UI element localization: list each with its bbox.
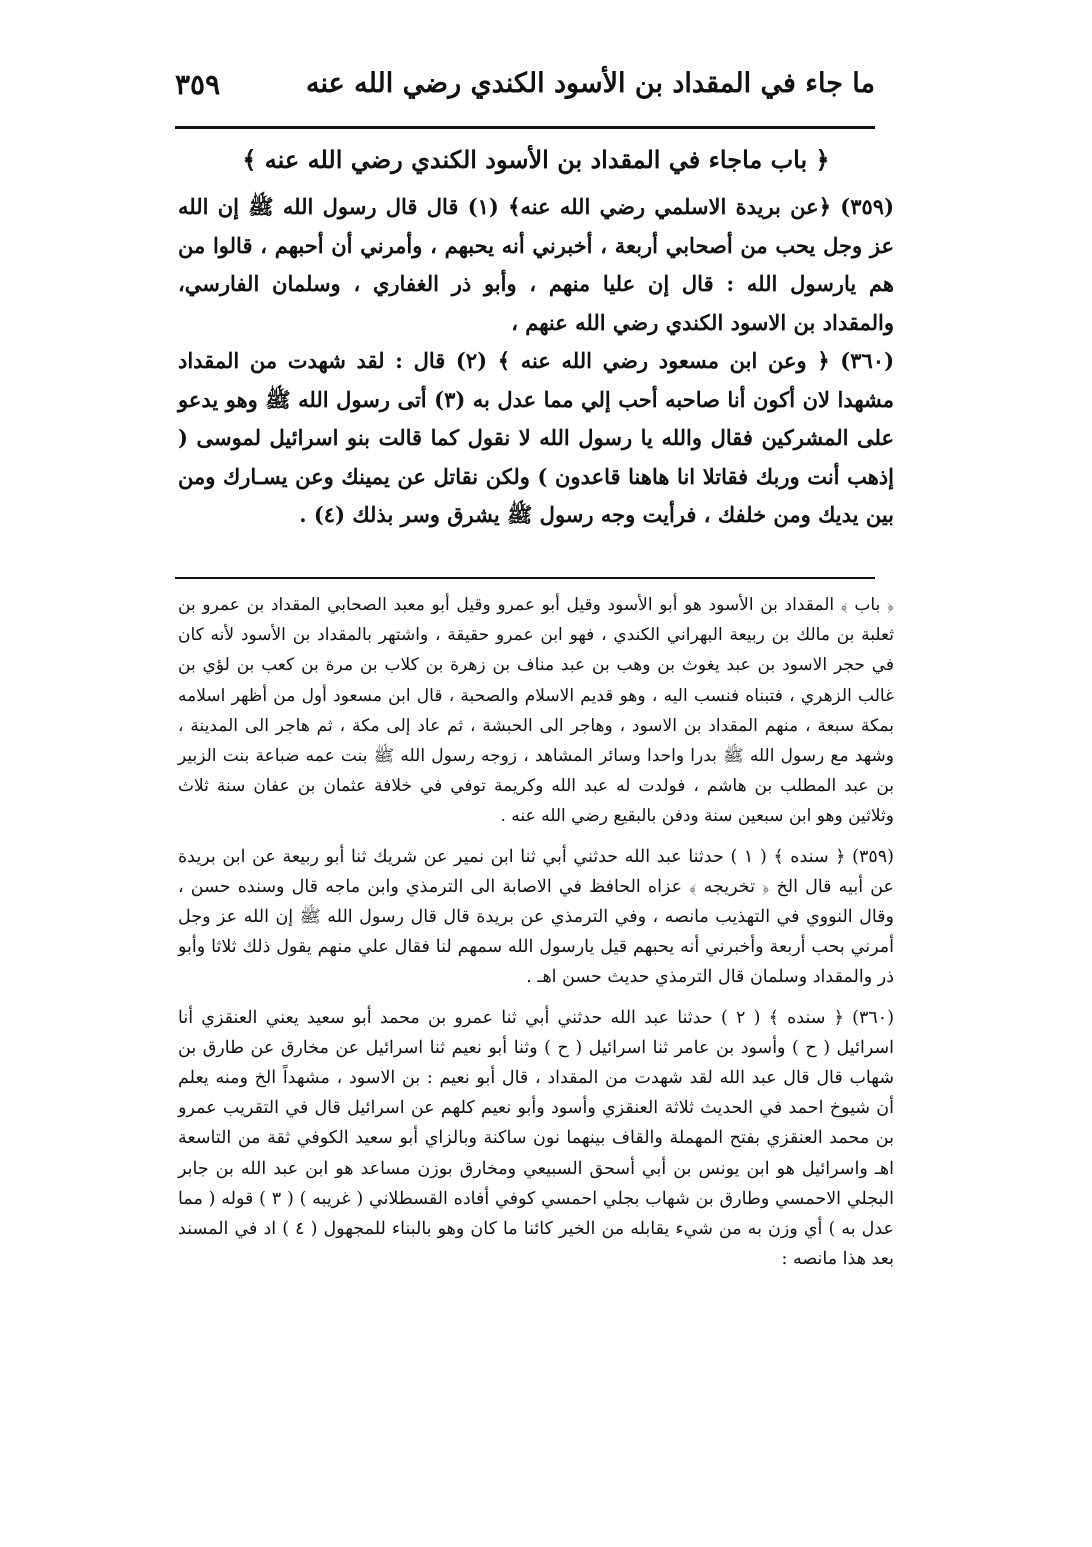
chapter-heading bbox=[178, 142, 894, 178]
note-359: (٣٥٩) ﴿ سنده ﴾ ( ١ ) حدثنا عبد الله حدثني أبي ثنا ابن نمير عن شريك ثنا أبو ربيعة عن ابن بريدة عن أبيه قال الخ ﴿ تخريجه ﴾ عزاه الحافظ في الاصابة الى الترمذي وابن ماجه قال وسنده حسن ، وقال النووي في التهذيب مانصه ، وفي الترمذي عن بريدة قال قال رسول الله ﷺ إن الله عز وجل أمرني بحب أربعة وأخبرني أنه يحبهم قيل يارسول الله سمهم لنا فقال علي منهم يقول ذلك ثلاثا وأبو ذر والمقداد وسلمان قال الترمذي حديث حسن اهـ . bbox=[178, 846, 894, 988]
page-number: ٣٥٩ bbox=[175, 68, 221, 101]
chapter-title: ﴿ باب ماجاء في المقداد بن الأسود الكندي رضي الله عنه ﴾ bbox=[242, 145, 830, 174]
header-rule bbox=[175, 126, 875, 129]
running-title: ما جاء في المقداد بن الأسود الكندي رضي الله عنه bbox=[305, 68, 875, 99]
note-chapter: ﴿ باب ﴾ المقداد بن الأسود هو أبو الأسود وقيل أبو عمرو وقيل أبو معبد الصحابي المقداد بن عمرو بن ثعلبة بن مالك بن ربيعة البهراني الكندي ، فهو ابن عمرو حقيقة ، واشتهر بالمقداد بن الأسود لأنه كان في حجر الاسود بن عبد يغوث بن وهب بن عبد مناف بن زهرة بن كلاب بن مرة بن كعب بن لؤي بن غالب الزهري ، فتبناه فنسب اليه ، وهو قديم الاسلام والصحبة ، قال ابن مسعود أول من أظهر اسلامه بمكة سبعة ، منهم المقداد بن الاسود ، وهاجر الى الحبشة ، ثم عاد إلى مكة ، ثم هاجر الى المدينة ، وشهد مع رسول الله ﷺ بدرا واحدا وسائر المشاهد ، زوجه رسول الله ﷺ بنت عمه ضباعة بنت الزبير بن عبد المطلب بن هاشم ، فولدت له عبد الله وكريمة توفي في خلافة عثمان بن عفان سنة ثلاث وثلاثين وهو ابن سبعين سنة ودفن بالبقيع رضي الله عنه . bbox=[178, 595, 894, 827]
hadith-section bbox=[178, 188, 894, 535]
page-header bbox=[175, 68, 875, 110]
notes-section bbox=[178, 590, 894, 1274]
footnote-rule bbox=[175, 577, 875, 579]
note-360: (٣٦٠) ﴿ سنده ﴾ ( ٢ ) حدثنا عبد الله حدثني أبي ثنا عمرو بن محمد أبو سعيد يعني العنقزي أنا اسرائيل ( ح ) وأسود بن عامر ثنا اسرائيل ( ح ) وثنا أبو نعيم ثنا اسرائيل عن مخارق عن طارق بن شهاب قال قال عبد الله لقد شهدت من المقداد ، قال أبو نعيم : بن الاسود ، مشهداً الخ ومنه يعلم أن شيوخ احمد في الحديث ثلاثة العنقزي وأسود وأبو نعيم كلهم عن اسرائيل قال في التقريب عمرو بن محمد العنقزي بفتح المهملة والقاف بينهما نون ساكنة وبالزاي أبو سعيد الكوفي ثقة من التاسعة اهـ واسرائيل هو ابن يونس بن أبي أسحق السبيعي ومخارق بوزن مساعد هو ابن عبد الله بن جابر البجلي الاحمسي وطارق بن شهاب بجلي احمسي كوفي أفاده القسطلاني ( غريبه ) ( ٣ ) قوله ( مما عدل به ) أي وزن به من شيء يقابله من الخير كائنا ما كان وهو بالبناء للمجهول ( ٤ ) اد في المسند بعد هذا مانصه : bbox=[178, 1007, 895, 1270]
hadith-359: (٣٥٩) ﴿عن بريدة الاسلمي رضي الله عنه﴾ (١) قال قال رسول الله ﷺ إن الله عز وجل يحب من أصحابي أربعة ، أخبرني أنه يحبهم ، وأمرني أن أحبهم ، قالوا من هم يارسول الله : قال إن عليا منهم ، وأبو ذر الغفاري ، وسلمان الفارسي، والمقداد بن الاسود الكندي رضي الله عنهم ، bbox=[178, 194, 895, 335]
hadith-360: (٣٦٠) ﴿ وعن ابن مسعود رضي الله عنه ﴾ (٢) قال : لقد شهدت من المقداد مشهدا لان أكون أنا صاحبه أحب إلي مما عدل به (٣) أتى رسول الله ﷺ وهو يدعو على المشركين فقال والله يا رسول الله لا نقول كما قالت بنو اسرائيل لموسى ( إذهب أنت وربك فقاتلا انا هاهنا قاعدون ) ولكن نقاتل عن يمينك وعن يسـارك ومن بين يديك ومن خلفك ، فرأيت وجه رسول ﷺ يشرق وسر بذلك (٤) . bbox=[178, 348, 895, 527]
